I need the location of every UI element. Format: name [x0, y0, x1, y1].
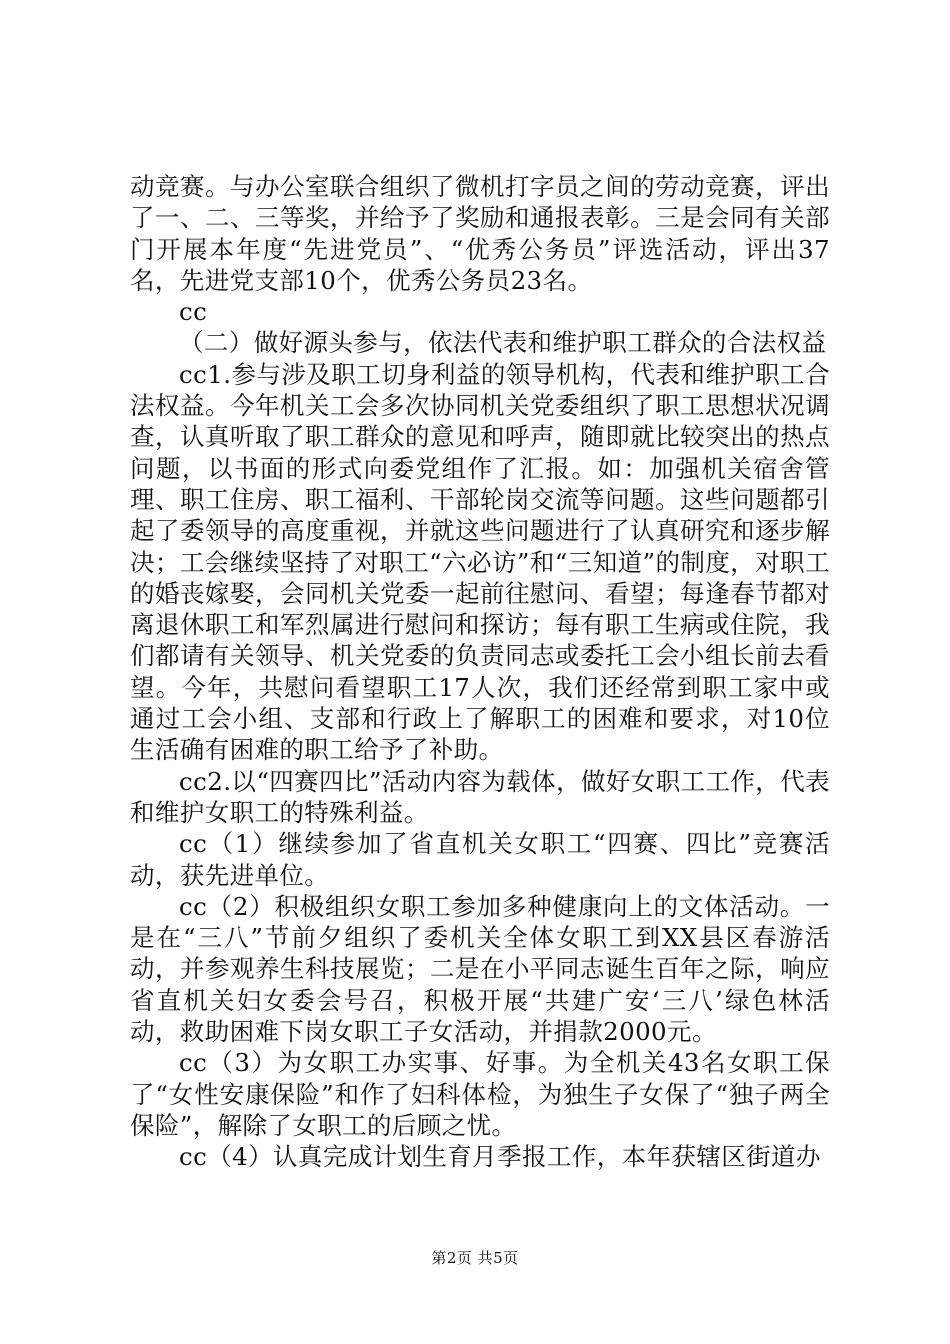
- paragraph-item-2: cc2.以“四赛四比”活动内容为载体，做好女职工工作，代表和维护女职工的特殊利益。: [130, 766, 830, 827]
- page-number-footer: 第2页 共5页: [431, 1249, 519, 1267]
- paragraph-cc-marker: cc: [179, 297, 208, 327]
- document-body: [130, 171, 830, 1173]
- paragraph-item-1: cc1.参与涉及职工切身利益的领导机构，代表和维护职工合法权益。今年机关工会多次协同机关党委组织了职工思想状况调查，认真听取了职工群众的意见和呼声，随即就比较突出的热点问题，以书面的形式向委党组作了汇报。如：加强机关宿舍管理、职工住房、职工福利、干部轮岗交流等问题。这些问题都引起了委领导的高度重视，并就这些问题进行了认真研究和逐步解决；工会继续坚持了对职工“六必访”和“三知道”的制度，对职工的婚丧嫁娶，会同机关党委一起前往慰问、看望；每逢春节都对离退休职工和军烈属进行慰问和探访；每有职工生病或住院，我们都请有关领导、机关党委的负责同志或委托工会小组长前去看望。今年，共慰问看望职工17人次，我们还经常到职工家中或通过工会小组、支部和行政上了解职工的困难和要求，对10位生活确有困难的职工给予了补助。: [130, 359, 830, 765]
- paragraph-competition-continued: 动竞赛。与办公室联合组织了微机打字员之间的劳动竞赛，评出了一、二、三等奖，并给予了奖励和通报表彰。三是会同有关部门开展本年度“先进党员”、“优秀公务员”评选活动，评出37名，先进党支部10个，优秀公务员23名。: [130, 172, 830, 295]
- paragraph-subitem-2: cc（2）积极组织女职工参加多种健康向上的文体活动。一是在“三八”节前夕组织了委机关全体女职工到XX县区春游活动，并参观养生科技展览；二是在小平同志诞生百年之际，响应省直机关妇女委会号召，积极开展“共建广安‘三八’绿色林活动，救助困难下岗女职工子女活动，并捐款2000元。: [130, 891, 830, 1047]
- paragraph-subitem-3: cc（3）为女职工办实事、好事。为全机关43名女职工保了“女性安康保险”和作了妇科体检，为独生子女保了“独子两全保险”，解除了女职工的后顾之忧。: [130, 1048, 830, 1140]
- section-heading-source-participation: （二）做好源头参与，依法代表和维护职工群众的合法权益: [179, 328, 827, 358]
- paragraph-subitem-1: cc（1）继续参加了省直机关女职工“四赛、四比”竞赛活动，获先进单位。: [130, 829, 830, 890]
- paragraph-subitem-4: cc（4）认真完成计划生育月季报工作，本年获辖区街道办: [179, 1142, 821, 1172]
